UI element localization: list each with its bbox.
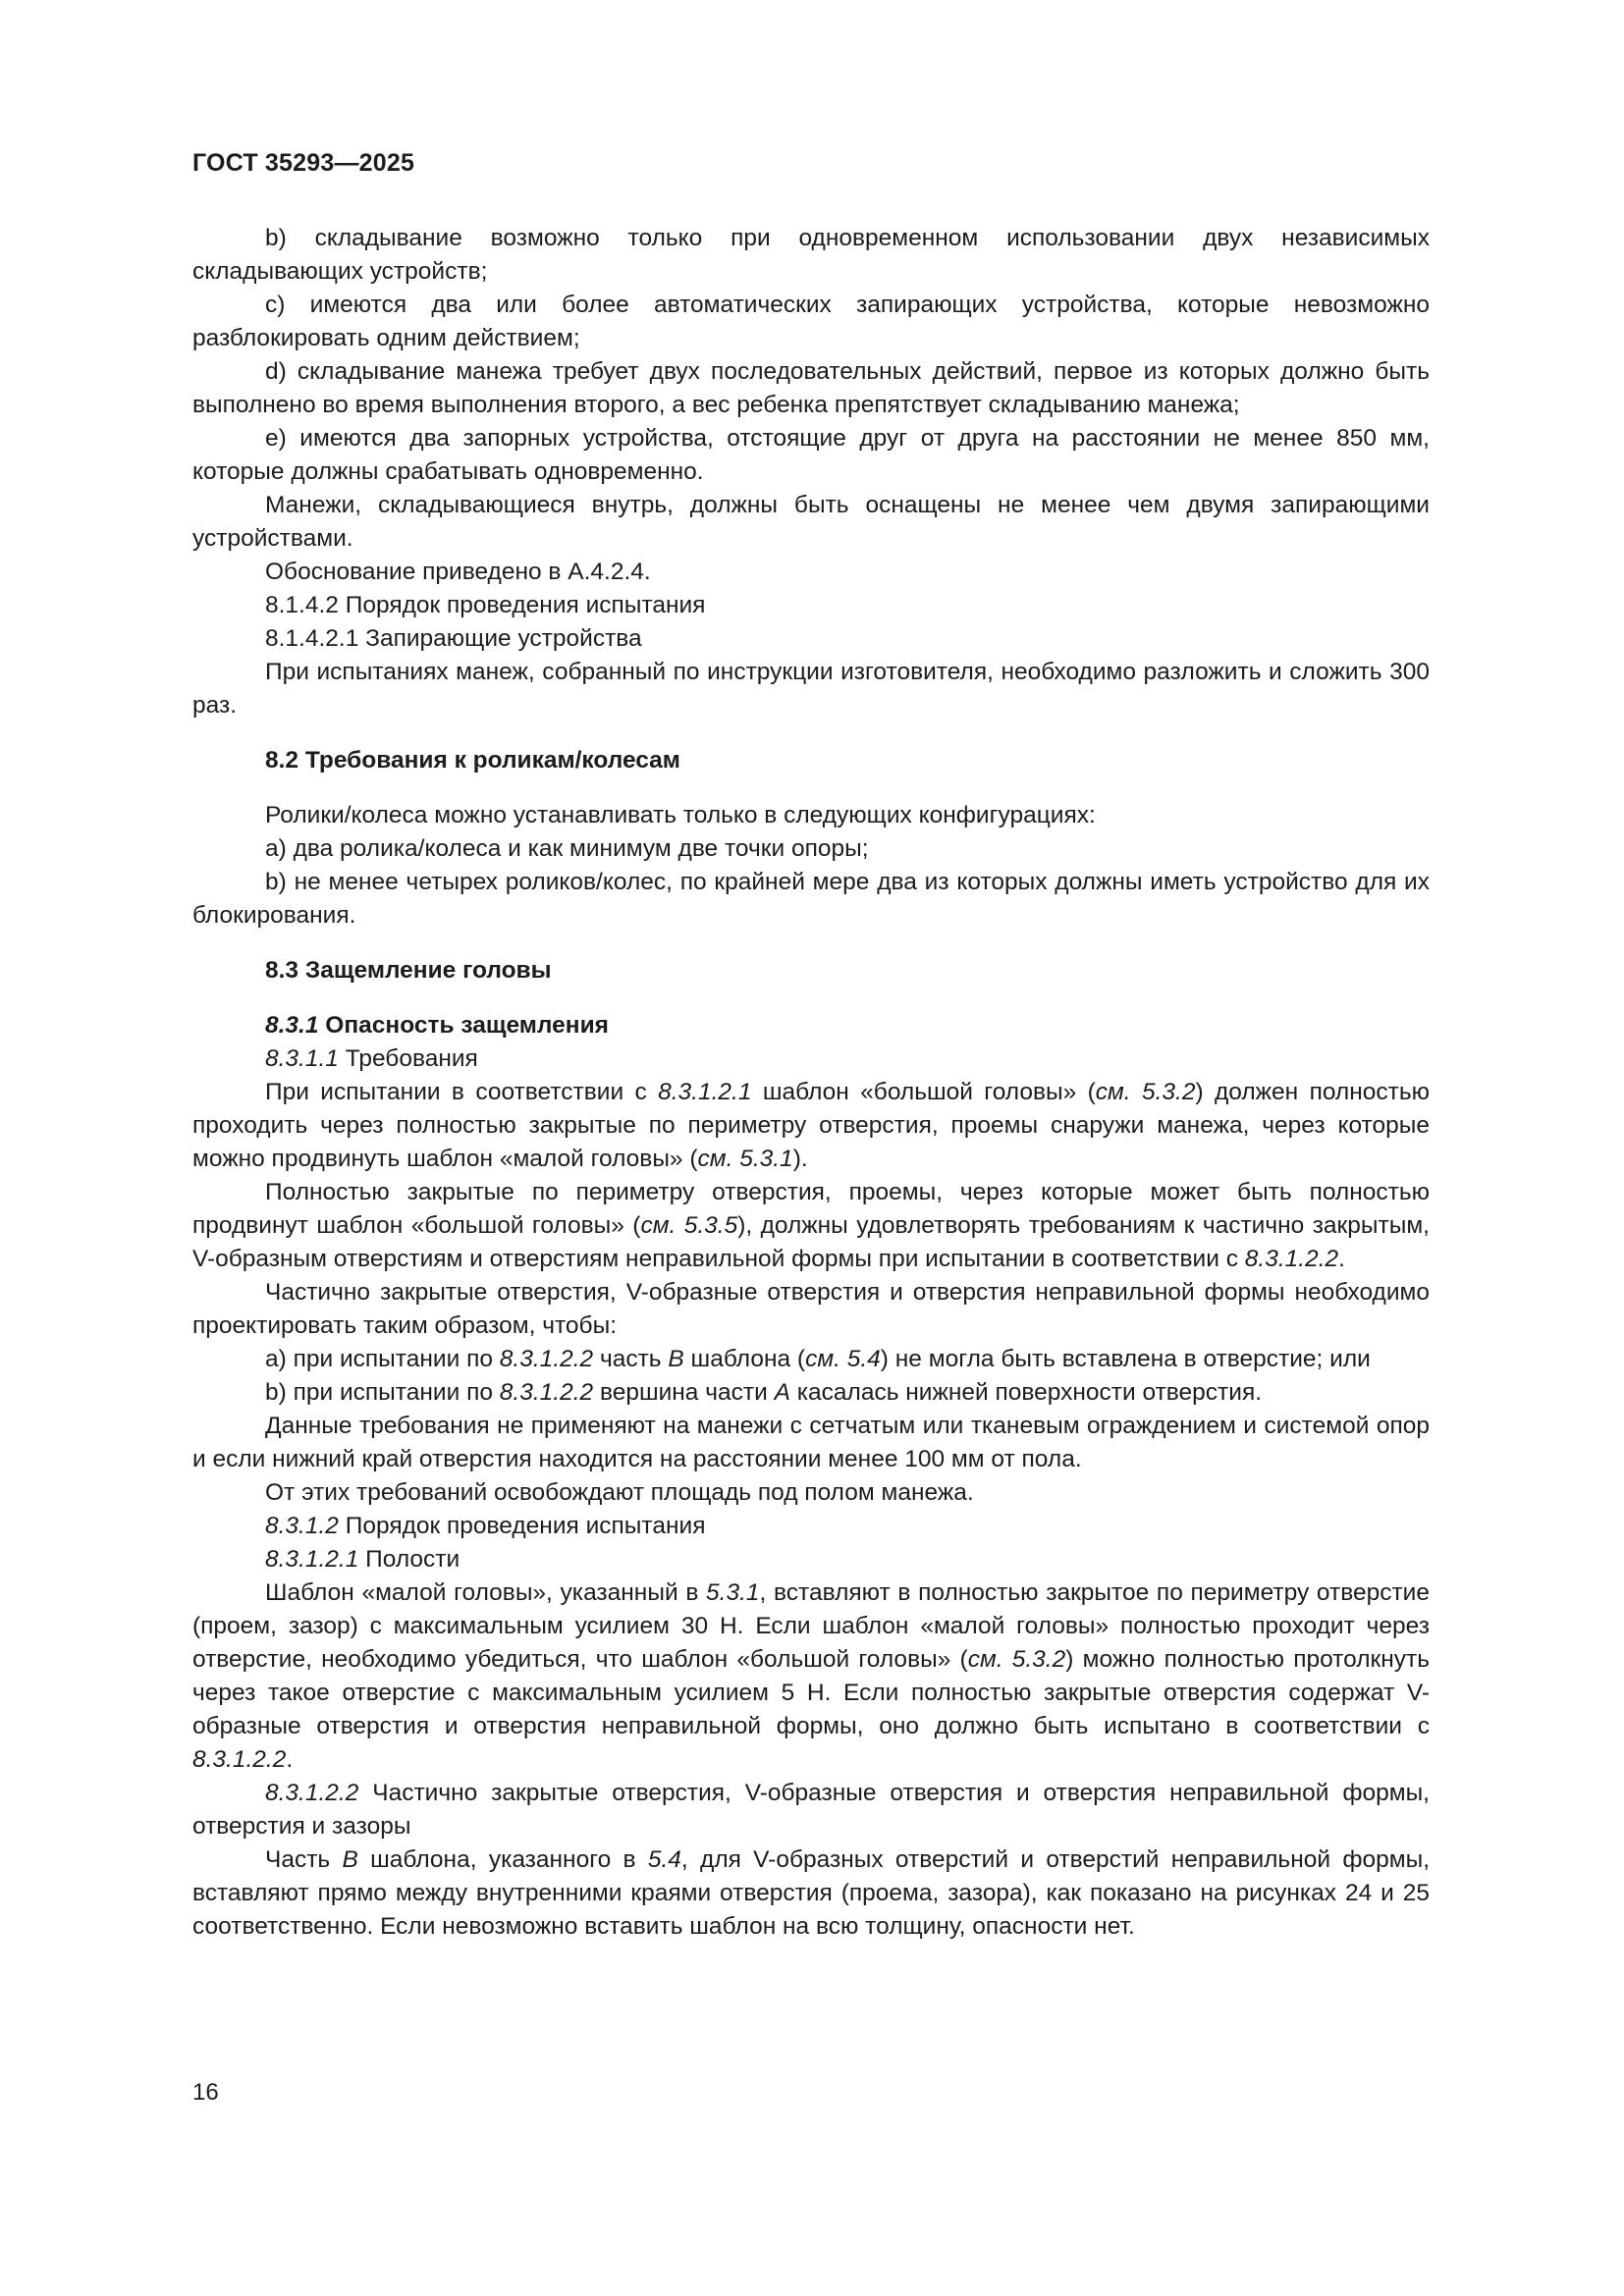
- section-heading-8-2: 8.2 Требования к роликам/колесам: [265, 747, 680, 774]
- clause-number: 8.3.1: [265, 1012, 319, 1039]
- paragraph-list-c-locks: c) имеются два или более автоматических запирающих устройства, которые невозможно разблокировать одним действием;: [192, 292, 1430, 351]
- section-heading-8-3: 8.3 Защемление головы: [265, 957, 552, 984]
- subclause-8-1-4-2-1: 8.1.4.2.1 Запирающие устройства: [265, 625, 642, 652]
- clause-8-3-1-2: [192, 1510, 1430, 1543]
- clause-title: Опасность защемления: [318, 1012, 609, 1039]
- clause-number: 8.3.1.1: [265, 1045, 339, 1072]
- paragraph-list-b-folding: b) складывание возможно только при одновременном использовании двух независимых складывающих устройств;: [192, 225, 1430, 285]
- document-header: ГОСТ 35293—2025: [192, 149, 415, 177]
- clause-8-3-1-2-2: [192, 1777, 1430, 1843]
- paragraph-inward-folding: Манежи, складывающиеся внутрь, должны быть оснащены не менее чем двумя запирающими устройствами.: [192, 492, 1430, 552]
- page-number: 16: [192, 2079, 219, 2106]
- paragraph-openings-a: a) при испытании по 8.3.1.2.2 часть B шаблона (см. 5.4) не могла быть вставлена в отверстие; или: [265, 1346, 1371, 1372]
- clause-number: 8.3.1.2.1: [265, 1546, 359, 1573]
- paragraph-castors-b: b) не менее четырех роликов/колес, по крайней мере два из которых должны иметь устройство для их блокирования.: [192, 869, 1430, 929]
- subclause-8-1-4-2: 8.1.4.2 Порядок проведения испытания: [265, 592, 706, 618]
- paragraph-list-e-locking-devices: e) имеются два запорных устройства, отстоящие друг от друга на расстоянии не менее 850 мм, которые должны срабатывать одновременно.: [192, 425, 1430, 485]
- clause-title: Полости: [358, 1546, 460, 1573]
- subsection-heading-8-3-1: [192, 1009, 1430, 1042]
- paragraph-partially-bounded-openings: Частично закрытые отверстия, V-образные отверстия и отверстия неправильной формы необходимо проектировать таким образом, чтобы:: [192, 1279, 1430, 1339]
- paragraph-castors-intro: Ролики/колеса можно устанавливать только в следующих конфигурациях:: [265, 802, 1096, 828]
- paragraph-openings-b: b) при испытании по 8.3.1.2.2 вершина части А касалась нижней поверхности отверстия.: [265, 1379, 1263, 1406]
- paragraph-test-300-times: При испытаниях манеж, собранный по инструкции изготовителя, необходимо разложить и сложить 300 раз.: [192, 659, 1430, 719]
- paragraph-mesh-exception: Данные требования не применяют на манежи с сетчатым или тканевым ограждением и системой опор и если нижний край отверстия находится на расстоянии менее 100 мм от пола.: [192, 1413, 1430, 1472]
- paragraph-small-head-probe: Шаблон «малой головы», указанный в 5.3.1, вставляют в полностью закрытое по периметру отверстие (проем, зазор) с максимальным усилием 30 Н. Если шаблон «малой головы» полностью проходит через отверстие, необходимо убедиться, что шаблон «большой головы» (см. 5.3.2) можно полностью протолкнуть через такое отверстие с максимальным усилием 5 Н. Если полностью закрытые отверстия содержат V-образные отверстия и отверстия неправильной формы, оно должно быть испытано в соответствии с 8.3.1.2.2.: [192, 1579, 1430, 1773]
- paragraph-floor-exemption: От этих требований освобождают площадь под полом манежа.: [265, 1479, 974, 1506]
- clause-title: Порядок проведения испытания: [338, 1513, 706, 1539]
- clause-number: 8.3.1.2.2: [265, 1780, 359, 1806]
- paragraph-probe-part-b: Часть B шаблона, указанного в 5.4, для V-образных отверстий и отверстий неправильной формы, вставляют прямо между внутренними краями отверстия (проема, зазора), как показано на рисунках 24 и 25 соответственно. Если невозможно вставить шаблон на всю толщину, опасности нет.: [192, 1846, 1431, 1940]
- clause-title: Частично закрытые отверстия, V-образные отверстия и отверстия неправильной формы, отверстия и зазоры: [192, 1780, 1430, 1840]
- paragraph-large-head-probe: При испытании в соответствии с 8.3.1.2.1 шаблон «большой головы» (см. 5.3.2) должен полностью проходить через полностью закрытые по периметру отверстия, проемы снаружи манежа, через которые можно продвинуть шаблон «малой головы» (см. 5.3.1).: [192, 1079, 1430, 1172]
- paragraph-castors-a: a) два ролика/колеса и как минимум две точки опоры;: [265, 835, 869, 862]
- paragraph-list-d-actions: d) складывание манежа требует двух последовательных действий, первое из которых должно быть выполнено во время выполнения второго, а вес ребенка препятствует складыванию манежа;: [192, 358, 1430, 418]
- paragraph-completely-bounded-openings: Полностью закрытые по периметру отверстия, проемы, через которые может быть полностью продвинут шаблон «большой головы» (см. 5.3.5), должны удовлетворять требованиям к частично закрытым, V-образным отверстиям и отверстиям неправильной формы при испытании в соответствии с 8.3.1.2.2.: [192, 1179, 1430, 1272]
- clause-title: Требования: [338, 1045, 478, 1072]
- clause-8-3-1-2-1: [192, 1543, 1430, 1576]
- paragraph-rationale: Обоснование приведено в А.4.2.4.: [265, 559, 651, 585]
- clause-number: 8.3.1.2: [265, 1513, 339, 1539]
- clause-8-3-1-1: [192, 1042, 1430, 1076]
- document-body: [192, 222, 1430, 1944]
